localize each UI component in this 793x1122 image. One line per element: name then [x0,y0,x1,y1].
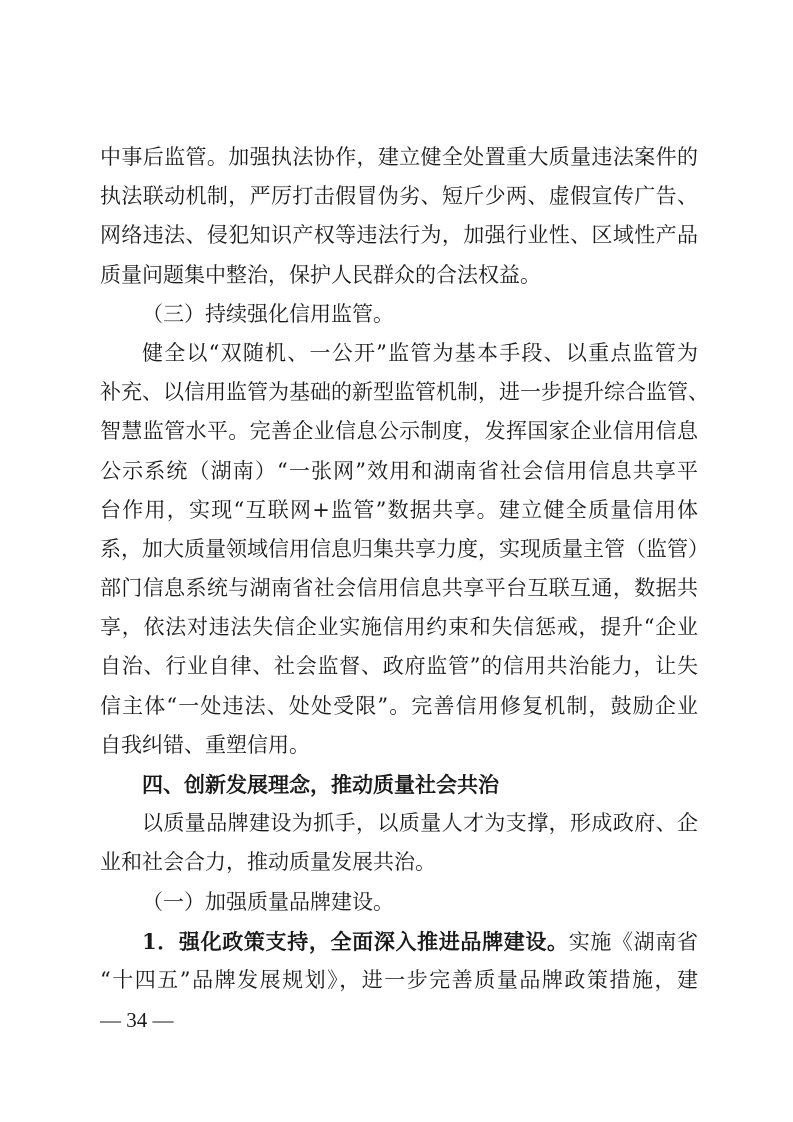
line-text: 台作用，实现“互联网+监管”数据共享。建立健全质量信用体 [100,497,698,522]
line-text: 网络违法、侵犯知识产权等违法行为，加强行业性、区域性产品 [100,223,698,248]
line-text: 信主体“一处违法、处处受限”。完善信用修复机制，鼓励企业 [100,693,698,718]
line-text: 补充、以信用监管为基础的新型监管机制，进一步提升综合监管、 [100,380,709,405]
text-line [100,256,698,295]
page-number: — 34 — [100,1008,174,1032]
text-line [100,412,698,451]
text-line [100,452,698,491]
line-text: 自治、行业自律、社会监督、政府监管”的信用共治能力，让失 [100,654,698,679]
text-line [100,608,698,647]
line-text: （一）加强质量品牌建设。 [142,889,394,914]
text-line [100,216,698,255]
line-text: 以质量品牌建设为抓手，以质量人才为支撑，形成政府、企 [142,811,698,836]
text-line [100,647,698,686]
line-text: 公示系统（湖南）“一张网”效用和湖南省社会信用信息共享平 [100,458,698,483]
line-text: 享，依法对违法失信企业实施信用约束和失信惩戒，提升“企业 [100,615,698,640]
line-text: 业和社会合力，推动质量发展共治。 [100,850,436,875]
line-text: 执法联动机制，严厉打击假冒伪劣、短斤少两、虚假宣传广告、 [100,184,698,209]
line-text: “十四五”品牌发展规划》，进一步完善质量品牌政策措施，建 [100,967,698,992]
line-text: 四、创新发展理念，推动质量社会共治 [142,772,499,797]
text-line [100,726,698,765]
line-text: 部门信息系统与湖南省社会信用信息共享平台互联互通，数据共 [100,576,698,601]
text-line [100,922,698,961]
text-line [100,883,698,922]
line-text: 系，加大质量领域信用信息归集共享力度，实现质量主管（监管） [100,536,709,561]
bold-lead: 1．强化政策支持，全面深入推进品牌建设。 [142,928,569,954]
text-line [100,295,698,334]
text-line [100,687,698,726]
document-body [100,138,709,1000]
text-line [100,804,698,843]
text-line [100,843,698,882]
section-heading [100,765,698,804]
line-text: 智慧监管水平。完善企业信息公示制度，发挥国家企业信用信息 [100,419,698,444]
text-line [100,961,698,1000]
line-text: 自我纠错、重塑信用。 [100,732,310,757]
line-text: 质量问题集中整治，保护人民群众的合法权益。 [100,262,541,287]
text-line [100,334,698,373]
text-line [100,530,709,569]
line-text: 实施《湖南省 [568,929,698,954]
line-text: （三）持续强化信用监管。 [142,301,394,326]
text-line [100,569,698,608]
line-text: 中事后监管。加强执法协作，建立健全处置重大质量违法案件的 [100,145,698,169]
text-line [100,138,698,177]
text-line [100,491,698,530]
line-text: 健全以“双随机、一公开”监管为基本手段、以重点监管为 [142,340,698,365]
text-line [100,373,709,412]
text-line [100,177,698,216]
